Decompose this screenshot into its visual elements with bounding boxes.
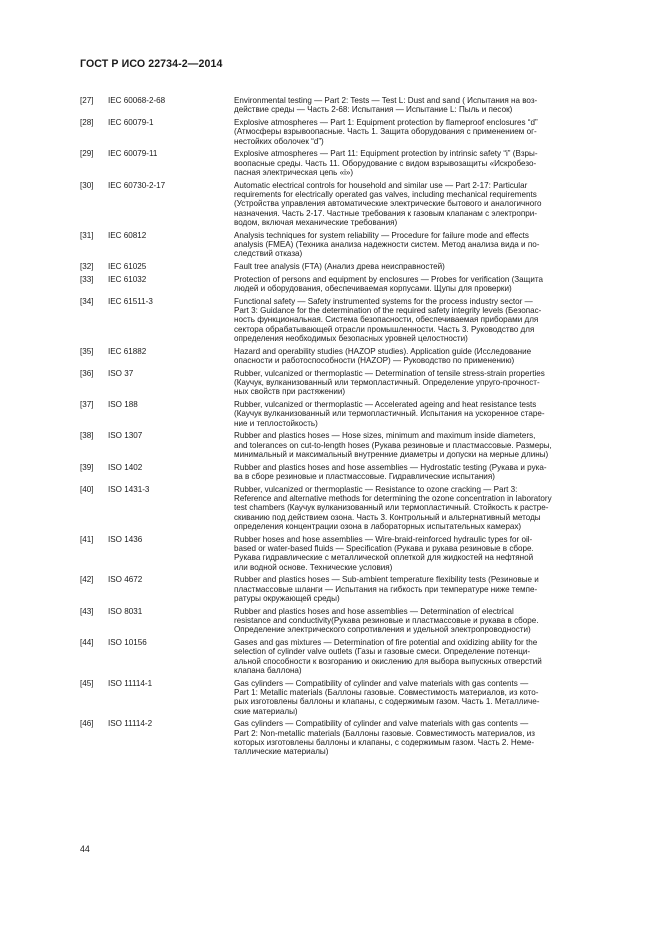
reference-title-line: пластмассовые шланги — Испытания на гибкость при температуре ниже темпе- bbox=[234, 584, 538, 594]
reference-title-line: Functional safety — Safety instrumented systems for the process industry sector — bbox=[234, 296, 533, 306]
reference-code: IEC 60079-11 bbox=[108, 149, 158, 159]
reference-title-line: Rubber hoses and hose assemblies — Wire-braid-reinforced hydraulic types for oil- bbox=[234, 534, 533, 544]
reference-entry bbox=[80, 638, 616, 675]
reference-title-line: людей и оборудования, обеспечиваемая корпусами. Щупы для проверки) bbox=[234, 283, 512, 293]
reference-title-line: таллические материалы) bbox=[234, 747, 329, 757]
reference-entry bbox=[80, 181, 616, 228]
reference-entry bbox=[80, 607, 616, 635]
reference-code: ISO 1431-3 bbox=[108, 484, 150, 494]
reference-title-line: Gas cylinders — Compatibility of cylinder and valve materials with gas contents — bbox=[234, 678, 529, 688]
reference-code: ISO 10156 bbox=[108, 637, 147, 647]
reference-title-line: Explosive atmospheres — Part 11: Equipment protection by intrinsic safety “i” (Взры- bbox=[234, 149, 538, 159]
reference-title bbox=[234, 118, 616, 146]
reference-entry bbox=[80, 575, 616, 603]
reference-title-line: назначения. Часть 2-17. Частные требования к газовым клапанам с электропри- bbox=[234, 208, 538, 218]
reference-code: ISO 11114-2 bbox=[108, 719, 153, 729]
reference-title bbox=[234, 400, 616, 428]
reference-title-line: (Атмосферы взрывоопасные. Часть 1. Защита оборудования с применением ог- bbox=[234, 127, 537, 137]
reference-number: [40] bbox=[80, 484, 94, 494]
reference-title bbox=[234, 231, 616, 259]
reference-entry bbox=[80, 535, 616, 572]
reference-code: ISO 1436 bbox=[108, 534, 143, 544]
reference-entry bbox=[80, 347, 616, 366]
reference-title-line: клапана баллона) bbox=[234, 665, 302, 675]
reference-entry bbox=[80, 297, 616, 344]
reference-title-line: скиванию под действием озона. Часть 3. Контрольный и альтернативный методы bbox=[234, 512, 541, 522]
reference-title bbox=[234, 679, 616, 716]
reference-number: [34] bbox=[80, 296, 94, 306]
reference-title bbox=[234, 262, 616, 271]
reference-title-line: ность функциональная. Система безопасности, обеспечиваемая приборами для bbox=[234, 315, 539, 325]
reference-title-line: resistance and conductivity(Рукава резиновые и пластмассовые и рукава в сборе. bbox=[234, 615, 539, 625]
reference-code: ISO 11114-1 bbox=[108, 678, 153, 688]
bibliography-list bbox=[80, 96, 616, 760]
reference-entry bbox=[80, 149, 616, 177]
reference-number: [39] bbox=[80, 462, 94, 472]
reference-title bbox=[234, 431, 616, 459]
standard-header: ГОСТ Р ИСО 22734-2—2014 bbox=[80, 58, 223, 70]
reference-number: [41] bbox=[80, 534, 94, 544]
reference-number: [38] bbox=[80, 431, 94, 441]
reference-title-line: ва в сборе резиновые и пластмассовые. Гидравлические испытания) bbox=[234, 471, 495, 481]
reference-title-line: requirements for electrically operated gas valves, including mechanical requirements bbox=[234, 189, 537, 199]
reference-title-line: Определение электрического сопротивления и удельной электропроводности) bbox=[234, 625, 531, 635]
reference-code: ISO 4672 bbox=[108, 575, 143, 585]
reference-title-line: test chambers (Каучук вулканизованный или термопластичный. Стойкость к растре- bbox=[234, 503, 549, 513]
reference-title-line: Rubber, vulcanized or thermoplastic — Accelerated ageing and heat resistance tests bbox=[234, 399, 537, 409]
reference-entry bbox=[80, 96, 616, 115]
reference-number: [42] bbox=[80, 575, 94, 585]
reference-entry bbox=[80, 262, 616, 271]
reference-number: [45] bbox=[80, 678, 94, 688]
reference-title-line: Rubber and plastics hoses and hose assemblies — Hydrostatic testing (Рукава и рука- bbox=[234, 462, 547, 472]
page-number: 44 bbox=[80, 844, 90, 854]
reference-title bbox=[234, 719, 616, 756]
reference-title-line: Gas cylinders — Compatibility of cylinder and valve materials with gas contents — bbox=[234, 719, 529, 729]
reference-title-line: analysis (FMEA) (Техника анализа надежности систем. Метод анализа вида и по- bbox=[234, 240, 540, 249]
reference-title bbox=[234, 297, 616, 344]
reference-entry bbox=[80, 679, 616, 716]
reference-code: IEC 61511-3 bbox=[108, 296, 153, 306]
reference-title bbox=[234, 181, 616, 228]
reference-title bbox=[234, 607, 616, 635]
reference-title-line: нестойких оболочек “d”) bbox=[234, 136, 324, 146]
reference-title-line: опасности и работоспособности (HAZOP) — Руководство по применению) bbox=[234, 355, 515, 365]
reference-entry bbox=[80, 369, 616, 397]
reference-title-line: Environmental testing — Part 2: Tests — Test L: Dust and sand ( Испытания на воз- bbox=[234, 96, 538, 105]
reference-code: IEC 60730-2-17 bbox=[108, 180, 166, 190]
reference-title bbox=[234, 369, 616, 397]
reference-title-line: следствий отказа) bbox=[234, 249, 303, 259]
reference-entry bbox=[80, 400, 616, 428]
reference-title bbox=[234, 149, 616, 177]
reference-title-line: ние и теплостойкость) bbox=[234, 418, 318, 428]
reference-title-line: воопасные среды. Часть 11. Оборудование с видом взрывозащиты «Искробезо- bbox=[234, 158, 537, 168]
reference-code: IEC 60079-1 bbox=[108, 117, 154, 127]
reference-title-line: или водной основе. Технические условия) bbox=[234, 562, 393, 572]
reference-number: [30] bbox=[80, 180, 94, 190]
reference-entry bbox=[80, 275, 616, 294]
reference-entry bbox=[80, 719, 616, 756]
reference-entry bbox=[80, 463, 616, 482]
reference-title-line: Fault tree analysis (FTA) (Анализ древа неисправностей) bbox=[234, 261, 445, 271]
reference-title-line: Part 1: Metallic materials (Баллоны газовые. Совместимость материалов, из кото- bbox=[234, 687, 539, 697]
reference-number: [36] bbox=[80, 368, 94, 378]
reference-title bbox=[234, 347, 616, 366]
reference-number: [33] bbox=[80, 274, 94, 284]
reference-title bbox=[234, 638, 616, 675]
reference-title-line: Reference and alternative methods for determining the ozone concentration in laboratory bbox=[234, 493, 552, 503]
reference-title-line: Рукава гидравлические с металлической оплеткой для жидкостей на нефтяной bbox=[234, 553, 534, 563]
reference-title-line: Part 3: Guidance for the determination of the required safety integrity levels (Безопас- bbox=[234, 305, 542, 315]
reference-number: [37] bbox=[80, 399, 94, 409]
reference-code: ISO 1307 bbox=[108, 431, 143, 441]
reference-title-line: минимальный и максимальный внутренние диаметры и допуски на мерные длины) bbox=[234, 449, 549, 459]
reference-code: ISO 8031 bbox=[108, 606, 143, 616]
reference-title-line: Rubber and plastics hoses — Hose sizes, minimum and maximum inside diameters, bbox=[234, 431, 536, 441]
reference-title-line: Analysis techniques for system reliability — Procedure for failure mode and effects bbox=[234, 230, 529, 240]
reference-title bbox=[234, 575, 616, 603]
reference-title bbox=[234, 275, 616, 294]
reference-number: [35] bbox=[80, 346, 94, 356]
reference-title-line: Rubber and plastics hoses and hose assemblies — Determination of electrical bbox=[234, 606, 514, 616]
reference-number: [27] bbox=[80, 96, 94, 105]
reference-title-line: Part 2: Non-metallic materials (Баллоны газовые. Совместимость материалов, из bbox=[234, 728, 535, 738]
reference-number: [46] bbox=[80, 719, 94, 729]
reference-title-line: альной способности к возгоранию и окислению для выбора выпускных отверстий bbox=[234, 656, 542, 666]
reference-title-line: selection of cylinder valve outlets (Газы и газовые смеси. Определение потенци- bbox=[234, 647, 531, 657]
reference-number: [32] bbox=[80, 261, 94, 271]
reference-title bbox=[234, 535, 616, 572]
reference-entry bbox=[80, 431, 616, 459]
reference-title-line: рых изготовлены баллоны и клапаны, с содержимым газом. Часть 1. Металличе- bbox=[234, 697, 540, 707]
reference-number: [31] bbox=[80, 230, 94, 240]
reference-title-line: Explosive atmospheres — Part 1: Equipment protection by flameproof enclosures “d” bbox=[234, 117, 538, 127]
reference-title-line: определения необходимых безопасных уровней целостности) bbox=[234, 333, 468, 343]
reference-title bbox=[234, 485, 616, 532]
reference-number: [29] bbox=[80, 149, 94, 159]
reference-title bbox=[234, 96, 616, 115]
reference-title-line: (Каучук вулканизованный или термопластичный. Испытания на ускоренное старе- bbox=[234, 409, 545, 419]
reference-title-line: Rubber and plastics hoses — Sub-ambient temperature flexibility tests (Резиновые и bbox=[234, 575, 539, 585]
reference-code: ISO 1402 bbox=[108, 462, 143, 472]
reference-title-line: действие среды — Часть 2-68: Испытания — Испытание L: Пыль и песок) bbox=[234, 105, 513, 115]
reference-title-line: and tolerances on cut-to-length hoses (Рукава резиновые и пластмассовые. Размеры, bbox=[234, 440, 552, 450]
reference-title-line: ных свойств при растяжении) bbox=[234, 387, 346, 397]
reference-entry bbox=[80, 231, 616, 259]
reference-title-line: Hazard and operability studies (HAZOP studies). Application guide (Исследование bbox=[234, 346, 532, 356]
reference-entry bbox=[80, 118, 616, 146]
reference-title-line: Rubber, vulcanized or thermoplastic — Resistance to ozone cracking — Part 3: bbox=[234, 484, 518, 494]
reference-code: ISO 37 bbox=[108, 368, 134, 378]
reference-code: IEC 61882 bbox=[108, 346, 147, 356]
reference-code: ISO 188 bbox=[108, 399, 138, 409]
reference-title-line: ратуры окружающей среды) bbox=[234, 593, 340, 603]
reference-title-line: Protection of persons and equipment by enclosures — Probes for verification (Защита bbox=[234, 274, 543, 284]
reference-title bbox=[234, 463, 616, 482]
reference-title-line: сектора обрабатывающей отрасли промышленности. Часть 3. Руководство для bbox=[234, 324, 535, 334]
reference-code: IEC 60812 bbox=[108, 230, 147, 240]
reference-code: IEC 61025 bbox=[108, 261, 147, 271]
reference-title-line: (Каучук, вулканизованный или термопластичный. Определение упруго-прочност- bbox=[234, 377, 540, 387]
reference-title-line: based or water-based fluids — Specification (Рукава и рукава резиновые в сборе. bbox=[234, 543, 534, 553]
reference-title-line: Gases and gas mixtures — Determination of fire potential and oxidizing ability for the bbox=[234, 637, 538, 647]
reference-number: [43] bbox=[80, 606, 94, 616]
reference-title-line: пасная электрическая цепь «i») bbox=[234, 168, 354, 177]
reference-title-line: ские материалы) bbox=[234, 706, 298, 716]
reference-code: IEC 60068-2-68 bbox=[108, 96, 166, 105]
reference-number: [28] bbox=[80, 117, 94, 127]
reference-title-line: определения концентрации озона в лабораторных испытательных камерах) bbox=[234, 521, 522, 531]
reference-title-line: водом, включая механические требования) bbox=[234, 218, 398, 228]
reference-code: IEC 61032 bbox=[108, 274, 147, 284]
reference-title-line: Automatic electrical controls for household and similar use — Part 2-17: Particular bbox=[234, 180, 528, 190]
reference-entry bbox=[80, 485, 616, 532]
reference-number: [44] bbox=[80, 637, 94, 647]
reference-title-line: Rubber, vulcanized or thermoplastic — Determination of tensile stress-strain properties bbox=[234, 368, 545, 378]
reference-title-line: (Устройства управления автоматические электрические бытового и аналогичного bbox=[234, 199, 542, 209]
reference-title-line: которых изготовлены баллоны и клапаны, с содержимым газом. Часть 2. Неме- bbox=[234, 737, 535, 747]
